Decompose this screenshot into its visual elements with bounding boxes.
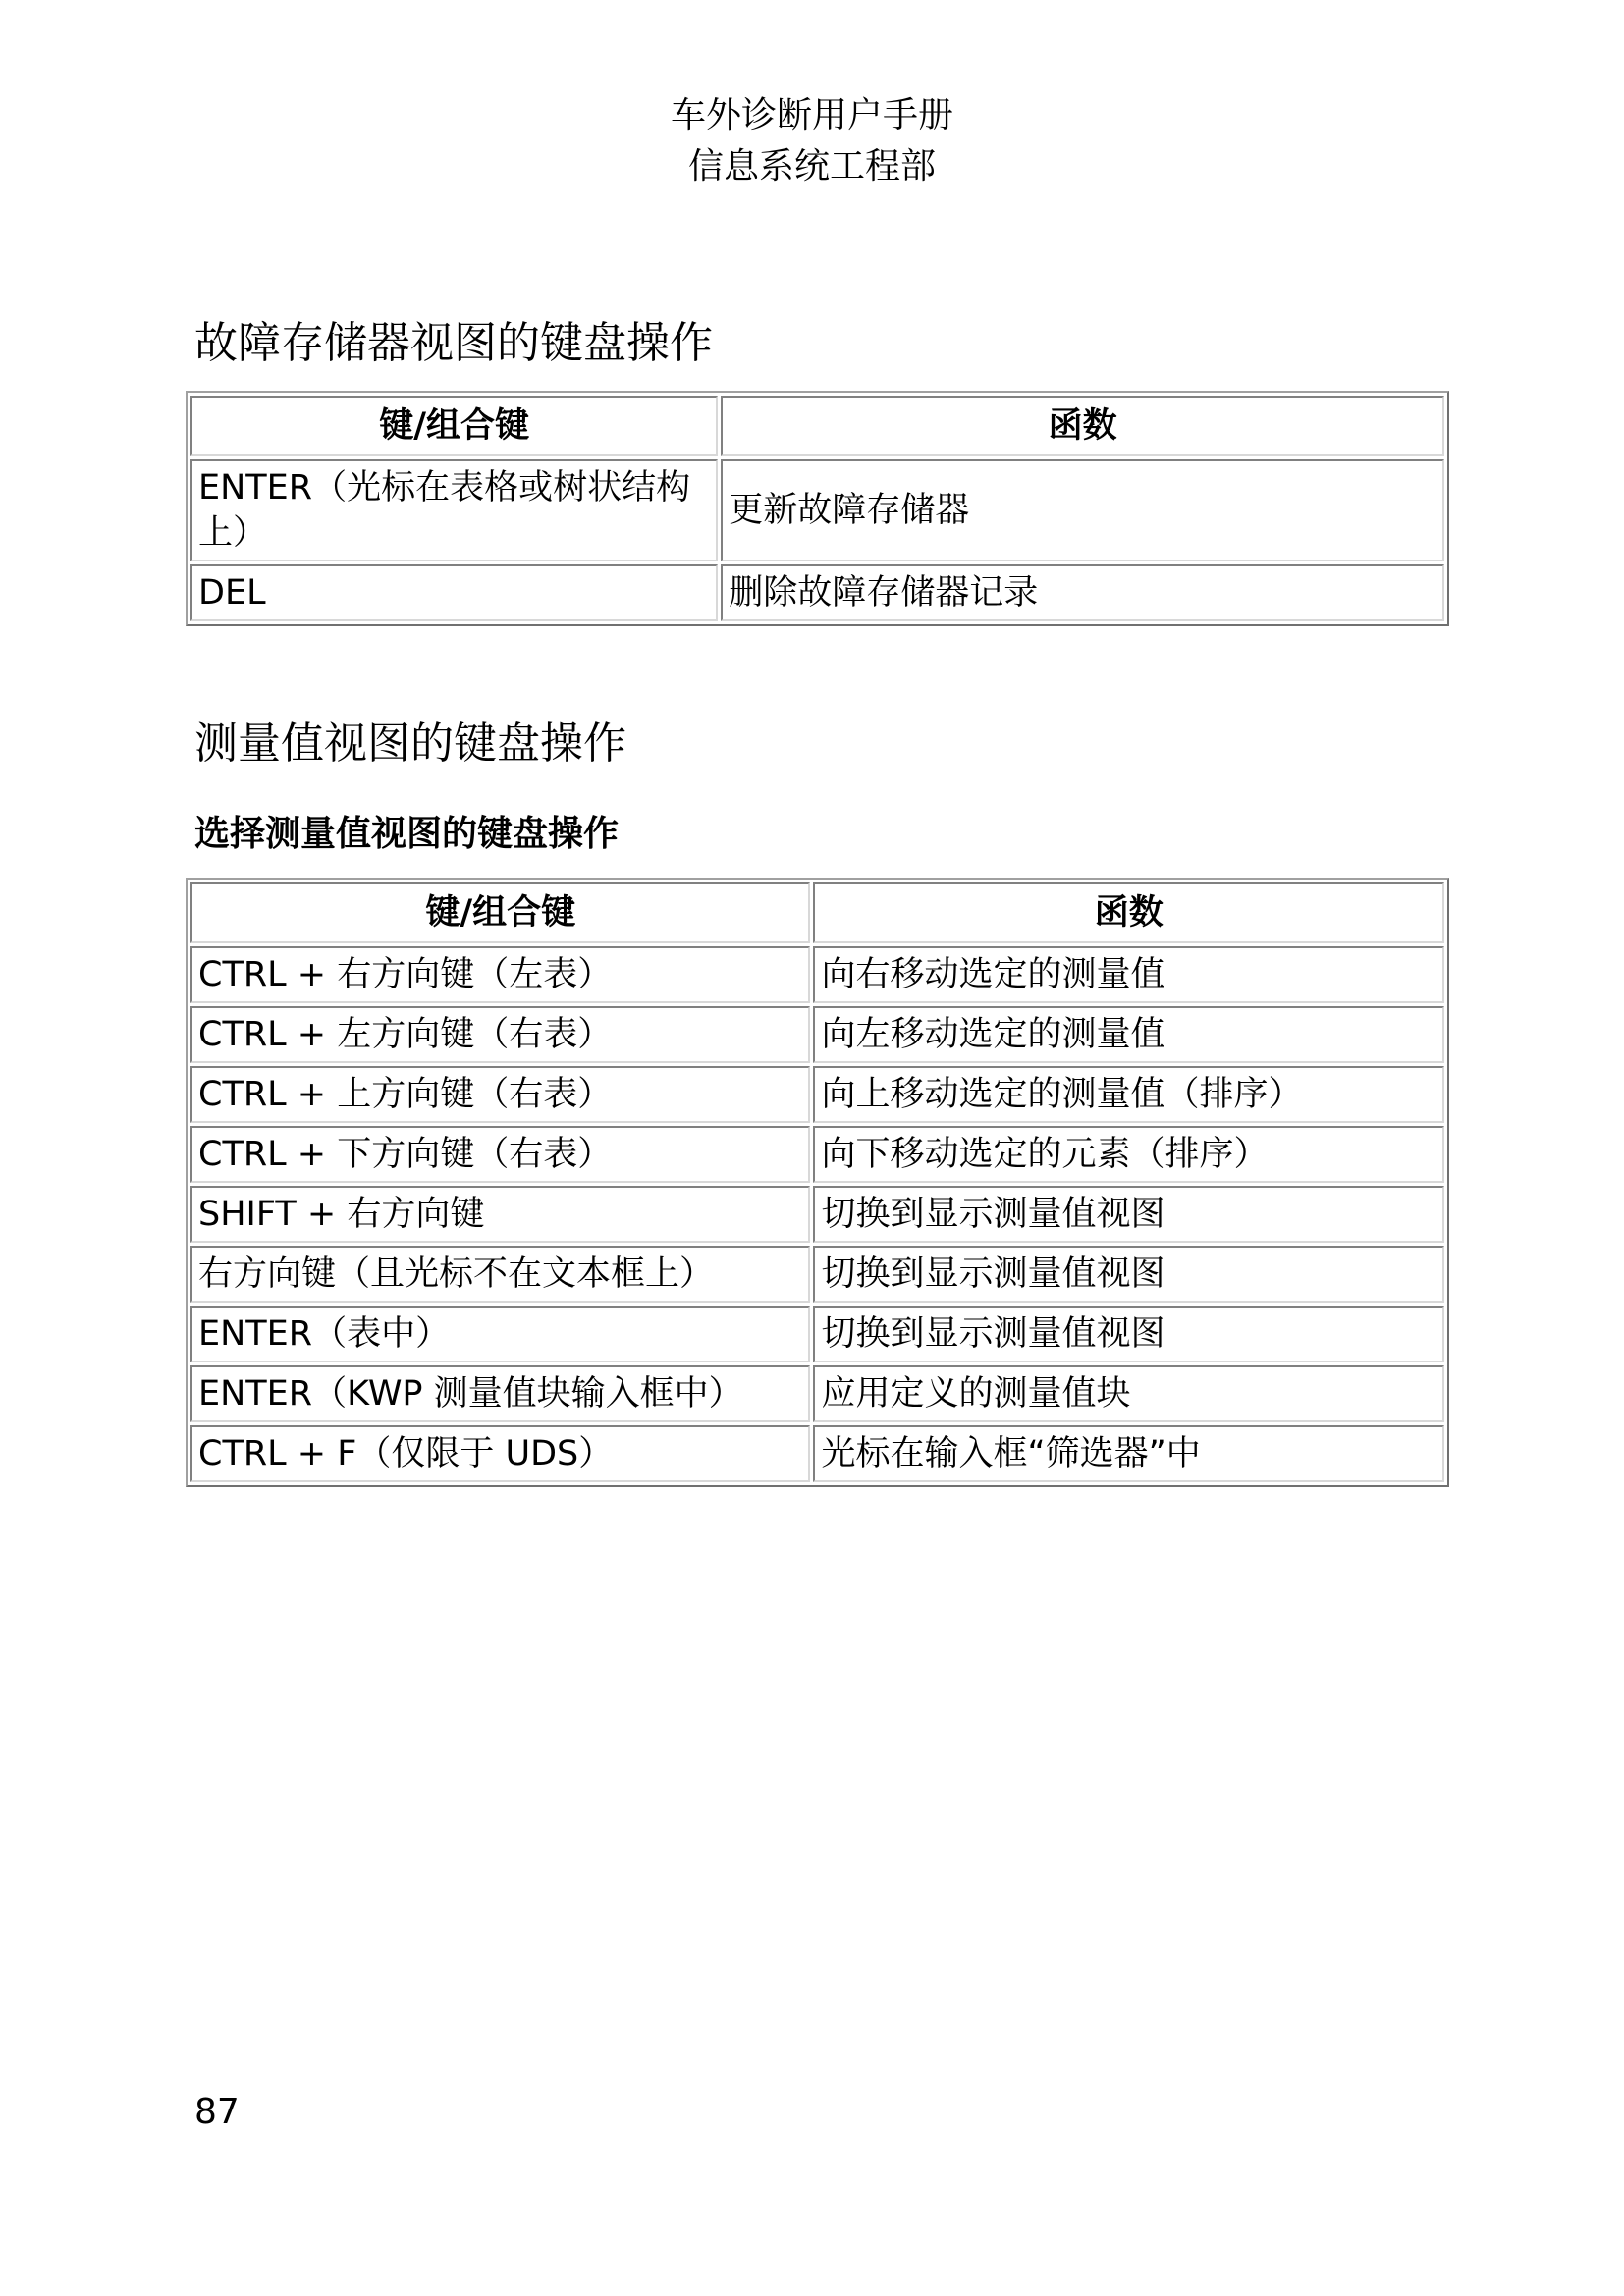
table-row	[190, 459, 1444, 561]
column-header-function: 函数	[813, 882, 1444, 943]
section1-title: 故障存储器视图的键盘操作	[194, 318, 713, 368]
function-cell: 光标在输入框“筛选器”中	[813, 1425, 1444, 1482]
key-cell: ENTER（表中）	[190, 1306, 810, 1362]
function-cell: 切换到显示测量值视图	[813, 1186, 1444, 1243]
header-department: 信息系统工程部	[687, 146, 936, 187]
function-cell: 向左移动选定的测量值	[813, 1006, 1444, 1063]
key-cell: CTRL + F（仅限于 UDS）	[190, 1425, 810, 1482]
function-cell: 应用定义的测量值块	[813, 1365, 1444, 1422]
key-cell: CTRL + 下方向键（右表）	[190, 1126, 810, 1183]
table-row	[190, 1306, 1444, 1362]
table-header-row	[190, 882, 1444, 943]
key-cell: CTRL + 右方向键（左表）	[190, 946, 810, 1003]
function-cell: 切换到显示测量值视图	[813, 1306, 1444, 1362]
header-title: 车外诊断用户手册	[670, 95, 953, 135]
function-cell: 向上移动选定的测量值（排序）	[813, 1066, 1444, 1123]
key-cell: DEL	[190, 564, 718, 621]
column-header-key: 键/组合键	[190, 882, 810, 943]
table-header-row	[190, 396, 1444, 456]
section2-title: 测量值视图的键盘操作	[194, 719, 626, 769]
table-row	[190, 1186, 1444, 1243]
key-cell: ENTER（光标在表格或树状结构上）	[190, 459, 718, 561]
table-row	[190, 1006, 1444, 1063]
key-cell: CTRL + 上方向键（右表）	[190, 1066, 810, 1123]
function-cell: 向右移动选定的测量值	[813, 946, 1444, 1003]
function-cell: 更新故障存储器	[721, 459, 1444, 561]
document-header	[0, 90, 1624, 192]
function-cell: 切换到显示测量值视图	[813, 1246, 1444, 1303]
table-row	[190, 564, 1444, 621]
function-cell: 向下移动选定的元素（排序）	[813, 1126, 1444, 1183]
table-row	[190, 1126, 1444, 1183]
section2-subtitle: 选择测量值视图的键盘操作	[194, 814, 620, 854]
measured-values-keyboard-table	[186, 878, 1449, 1487]
table-row	[190, 1365, 1444, 1422]
key-cell: SHIFT + 右方向键	[190, 1186, 810, 1243]
column-header-key: 键/组合键	[190, 396, 718, 456]
table-row	[190, 1066, 1444, 1123]
key-cell: 右方向键（且光标不在文本框上）	[190, 1246, 810, 1303]
function-cell: 删除故障存储器记录	[721, 564, 1444, 621]
page-number: 87	[194, 2092, 240, 2132]
key-cell: CTRL + 左方向键（右表）	[190, 1006, 810, 1063]
table-row	[190, 1246, 1444, 1303]
table-row	[190, 1425, 1444, 1482]
key-cell: ENTER（KWP 测量值块输入框中）	[190, 1365, 810, 1422]
fault-memory-keyboard-table	[186, 391, 1449, 626]
table-row	[190, 946, 1444, 1003]
column-header-function: 函数	[721, 396, 1444, 456]
